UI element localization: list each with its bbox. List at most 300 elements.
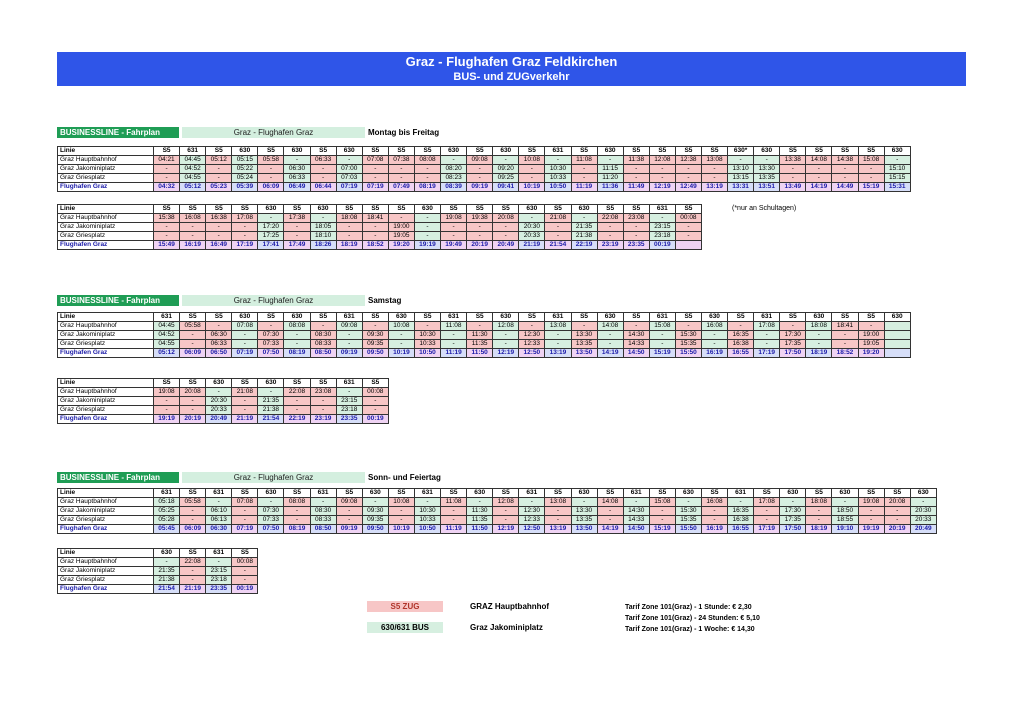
time-cell: 12:49 (675, 183, 701, 192)
time-cell: 20:08 (180, 388, 206, 397)
line-cell: S5 (284, 205, 310, 214)
timetable (57, 312, 911, 358)
stop-label: Flughafen Graz (58, 349, 154, 358)
time-cell: 05:28 (154, 516, 180, 525)
time-cell: 16:38 (206, 214, 232, 223)
time-cell: - (232, 331, 258, 340)
line-cell: 630 (154, 549, 180, 558)
time-cell: 12:08 (649, 156, 675, 165)
line-cell: 630 (206, 379, 232, 388)
time-cell: - (180, 516, 206, 525)
time-cell: 08:08 (284, 498, 310, 507)
time-cell: 18:41 (832, 322, 858, 331)
time-cell: - (388, 214, 414, 223)
route-label: Graz - Flughafen Graz (182, 295, 365, 306)
time-cell: 15:49 (154, 241, 180, 250)
time-cell: 04:55 (180, 174, 206, 183)
line-cell: S5 (388, 147, 414, 156)
line-cell: 631 (649, 313, 675, 322)
stop-label: Graz Jakominiplatz (58, 331, 154, 340)
time-cell: - (649, 507, 675, 516)
time-cell: 20:19 (467, 241, 493, 250)
time-cell: 10:30 (545, 165, 571, 174)
line-cell: S5 (310, 379, 336, 388)
line-cell: S5 (206, 313, 232, 322)
stop-row (58, 349, 911, 358)
time-cell: - (232, 340, 258, 349)
time-cell: 21:35 (258, 397, 284, 406)
time-cell: - (728, 322, 754, 331)
time-cell: 00:19 (232, 585, 258, 594)
line-cell: S5 (467, 205, 493, 214)
time-cell: - (154, 223, 180, 232)
time-cell: 11:30 (467, 331, 493, 340)
time-cell: - (310, 498, 336, 507)
line-cell: 630 (388, 313, 414, 322)
line-cell: S5 (414, 147, 440, 156)
time-cell: 18:55 (832, 516, 858, 525)
time-cell: - (806, 507, 832, 516)
time-cell: 11:38 (623, 156, 649, 165)
page-title: Graz - Flughafen Graz Feldkirchen (405, 54, 618, 69)
time-cell: - (519, 322, 545, 331)
line-cell: S5 (701, 489, 727, 498)
time-cell: 07:30 (258, 331, 284, 340)
time-cell: 17:38 (284, 214, 310, 223)
line-cell: 630 (597, 147, 623, 156)
time-cell: 08:08 (414, 156, 440, 165)
time-cell: 15:38 (154, 214, 180, 223)
time-cell: - (362, 406, 388, 415)
line-cell: S5 (623, 147, 649, 156)
time-cell: 14:38 (832, 156, 858, 165)
time-cell: 12:30 (519, 331, 545, 340)
time-cell: 14:19 (597, 525, 623, 534)
time-cell: 14:08 (597, 322, 623, 331)
line-cell: 631 (310, 489, 336, 498)
time-cell: 08:30 (310, 331, 336, 340)
time-cell: 08:30 (310, 507, 336, 516)
time-cell: 21:35 (571, 223, 597, 232)
line-cell: 631 (545, 147, 571, 156)
time-cell: 14:33 (623, 516, 649, 525)
time-cell: 20:08 (493, 214, 519, 223)
time-cell: - (832, 165, 858, 174)
time-cell (884, 349, 910, 358)
time-cell: 04:21 (154, 156, 180, 165)
time-cell: 06:33 (206, 340, 232, 349)
time-cell: - (623, 223, 649, 232)
time-cell: - (154, 397, 180, 406)
time-cell: 23:08 (310, 388, 336, 397)
line-cell: S5 (675, 147, 701, 156)
day-label: Montag bis Freitag (368, 128, 440, 137)
stop-label: Graz Griesplatz (58, 406, 154, 415)
time-cell: - (597, 331, 623, 340)
stop-label: Graz Hauptbahnhof (58, 558, 154, 567)
time-cell: - (754, 516, 780, 525)
time-cell: - (310, 214, 336, 223)
time-cell: 11:15 (597, 165, 623, 174)
time-cell: 07:38 (388, 156, 414, 165)
line-cell: S5 (232, 205, 258, 214)
route-label: Graz - Flughafen Graz (182, 127, 365, 138)
time-cell: 21:08 (232, 388, 258, 397)
stop-label: Flughafen Graz (58, 241, 154, 250)
time-cell: - (362, 232, 388, 241)
line-cell: S5 (362, 147, 388, 156)
time-cell: 16:08 (180, 214, 206, 223)
line-cell: S5 (884, 489, 910, 498)
line-cell: 630 (884, 313, 910, 322)
time-cell: 08:19 (414, 183, 440, 192)
line-cell: S5 (441, 205, 467, 214)
time-cell: 11:08 (441, 498, 467, 507)
time-cell: 08:33 (310, 340, 336, 349)
time-cell: 15:31 (884, 183, 910, 192)
time-cell: 05:12 (154, 349, 180, 358)
line-cell: S5 (780, 147, 806, 156)
time-cell: - (336, 516, 362, 525)
time-cell: 12:19 (493, 525, 519, 534)
time-cell: 19:19 (414, 241, 440, 250)
time-cell: - (362, 397, 388, 406)
time-cell: 16:35 (728, 507, 754, 516)
time-cell: 13:30 (571, 331, 597, 340)
stop-row (58, 331, 911, 340)
line-cell: S5 (362, 313, 388, 322)
time-cell: - (154, 165, 180, 174)
stop-label: Graz Jakominiplatz (58, 567, 154, 576)
time-cell: 17:19 (754, 349, 780, 358)
line-cell: S5 (858, 147, 884, 156)
stop-row (58, 156, 911, 165)
time-cell: - (910, 498, 936, 507)
line-cell: S5 (336, 205, 362, 214)
tariff-1h: Tarif Zone 101(Graz) - 1 Stunde: € 2,30 (625, 604, 752, 611)
time-cell: - (493, 232, 519, 241)
time-cell: - (806, 516, 832, 525)
time-cell: 09:35 (362, 340, 388, 349)
time-cell: - (545, 507, 571, 516)
time-cell: - (388, 331, 414, 340)
time-cell: - (180, 567, 206, 576)
time-cell: 07:19 (336, 183, 362, 192)
time-cell: - (154, 558, 180, 567)
line-cell: S5 (493, 489, 519, 498)
time-cell: - (336, 507, 362, 516)
time-cell: - (780, 322, 806, 331)
time-cell: 11:35 (467, 516, 493, 525)
line-cell: 630 (493, 147, 519, 156)
time-cell: - (806, 174, 832, 183)
time-cell: 18:52 (832, 349, 858, 358)
time-cell: - (414, 322, 440, 331)
line-cell: S5 (180, 313, 206, 322)
time-cell: - (310, 406, 336, 415)
time-cell: 21:19 (232, 415, 258, 424)
line-cell: 630 (571, 205, 597, 214)
line-cell: S5 (154, 205, 180, 214)
time-cell: - (258, 498, 284, 507)
time-cell: 07:30 (258, 507, 284, 516)
line-cell: 630 (284, 313, 310, 322)
time-cell: 09:30 (362, 331, 388, 340)
time-cell: 14:50 (623, 349, 649, 358)
time-cell: 16:19 (701, 349, 727, 358)
stop-row (58, 525, 937, 534)
time-cell: 05:39 (232, 183, 258, 192)
time-cell: - (336, 340, 362, 349)
time-cell: - (701, 331, 727, 340)
line-row (58, 147, 911, 156)
time-cell: 10:19 (519, 183, 545, 192)
time-cell: 12:38 (675, 156, 701, 165)
time-cell: 10:50 (545, 183, 571, 192)
line-cell: S5 (806, 489, 832, 498)
time-cell: - (649, 516, 675, 525)
time-cell: - (467, 232, 493, 241)
stop-label: Flughafen Graz (58, 525, 154, 534)
time-cell: 06:33 (284, 174, 310, 183)
line-cell: 630 (780, 489, 806, 498)
time-cell: 06:09 (258, 183, 284, 192)
page-subtitle: BUS- und ZUGverkehr (453, 71, 570, 83)
time-cell: 09:35 (362, 516, 388, 525)
line-cell: 630 (701, 313, 727, 322)
time-cell: 17:25 (258, 232, 284, 241)
time-cell: 21:35 (154, 567, 180, 576)
time-cell: - (597, 223, 623, 232)
time-cell: - (232, 397, 258, 406)
section-header-saturday (57, 295, 557, 306)
stop-row (58, 322, 911, 331)
time-cell: 13:08 (545, 322, 571, 331)
time-cell: - (467, 322, 493, 331)
row-label: Linie (58, 147, 154, 156)
time-cell: - (884, 516, 910, 525)
time-cell: 19:08 (154, 388, 180, 397)
legend-zug: S5 ZUG (367, 601, 443, 612)
time-cell: 12:19 (649, 183, 675, 192)
time-cell: 08:50 (310, 525, 336, 534)
time-cell: 10:08 (388, 322, 414, 331)
time-cell: 17:08 (754, 498, 780, 507)
line-cell: 630 (675, 489, 701, 498)
time-cell: 09:08 (336, 322, 362, 331)
time-cell: 05:18 (154, 498, 180, 507)
time-cell: 17:08 (232, 214, 258, 223)
time-cell: - (232, 232, 258, 241)
line-cell: 631 (519, 489, 545, 498)
time-cell: 13:19 (545, 349, 571, 358)
stop-label: Graz Jakominiplatz (58, 397, 154, 406)
time-cell: 12:19 (493, 349, 519, 358)
time-cell: 06:33 (310, 156, 336, 165)
time-cell: 13:50 (571, 349, 597, 358)
line-cell: 630* (728, 147, 754, 156)
time-cell: 15:08 (649, 322, 675, 331)
time-cell: - (441, 507, 467, 516)
section-header-sunday (57, 472, 557, 483)
line-cell: S5 (519, 147, 545, 156)
time-cell: - (649, 174, 675, 183)
stop-row (58, 516, 937, 525)
time-cell: - (519, 165, 545, 174)
time-cell: - (623, 174, 649, 183)
time-cell: 00:08 (675, 214, 701, 223)
time-cell: 13:35 (571, 516, 597, 525)
line-cell: 630 (414, 205, 440, 214)
time-cell: 15:08 (649, 498, 675, 507)
stop-row (58, 415, 389, 424)
time-cell: - (675, 174, 701, 183)
time-cell: 04:45 (180, 156, 206, 165)
time-cell: 19:08 (858, 498, 884, 507)
time-cell: 19:19 (154, 415, 180, 424)
stop-label: Graz Griesplatz (58, 340, 154, 349)
time-cell: 15:19 (649, 349, 675, 358)
time-cell: 10:50 (414, 349, 440, 358)
time-cell: 11:35 (467, 340, 493, 349)
time-cell: - (545, 156, 571, 165)
time-cell: 12:50 (519, 525, 545, 534)
time-cell: 19:19 (858, 525, 884, 534)
time-cell: 11:19 (571, 183, 597, 192)
time-cell: 09:41 (493, 183, 519, 192)
time-cell: 05:15 (232, 156, 258, 165)
time-cell: - (806, 331, 832, 340)
time-cell: - (701, 340, 727, 349)
time-cell: 13:35 (754, 174, 780, 183)
time-cell: 13:30 (571, 507, 597, 516)
time-cell: 13:08 (545, 498, 571, 507)
time-cell: - (675, 232, 701, 241)
time-cell: 15:30 (675, 331, 701, 340)
timetable (57, 378, 389, 424)
time-cell: - (493, 516, 519, 525)
time-cell: 12:50 (519, 349, 545, 358)
line-cell: 630 (284, 147, 310, 156)
time-cell: - (388, 507, 414, 516)
time-cell (675, 241, 701, 250)
line-cell: S5 (780, 313, 806, 322)
stop-row (58, 214, 702, 223)
time-cell: 13:30 (754, 165, 780, 174)
time-cell: 05:24 (232, 174, 258, 183)
time-cell: 18:19 (336, 241, 362, 250)
time-cell: - (441, 331, 467, 340)
time-cell: 15:50 (675, 349, 701, 358)
time-cell: - (414, 174, 440, 183)
line-cell: 630 (258, 205, 284, 214)
time-cell: 19:05 (858, 340, 884, 349)
time-cell: 06:50 (206, 349, 232, 358)
time-cell: - (258, 214, 284, 223)
time-cell: - (232, 507, 258, 516)
line-cell: S5 (388, 205, 414, 214)
time-cell: - (832, 498, 858, 507)
stop-row (58, 406, 389, 415)
time-cell: - (701, 507, 727, 516)
line-cell: S5 (623, 205, 649, 214)
line-cell: 630 (832, 489, 858, 498)
time-cell: 11:50 (467, 349, 493, 358)
time-cell: 15:15 (884, 174, 910, 183)
time-cell: 16:08 (701, 498, 727, 507)
school-days-note: (*nur an Schultagen) (732, 205, 797, 212)
time-cell: 19:49 (441, 241, 467, 250)
line-cell: 630 (258, 379, 284, 388)
line-cell: 631 (206, 549, 232, 558)
time-cell: 08:23 (441, 174, 467, 183)
time-cell: 18:08 (336, 214, 362, 223)
time-cell: 16:19 (180, 241, 206, 250)
time-cell: - (858, 507, 884, 516)
time-cell: 06:49 (284, 183, 310, 192)
stop-row (58, 388, 389, 397)
stop-row (58, 558, 258, 567)
time-cell: 07:49 (388, 183, 414, 192)
time-cell: 13:08 (701, 156, 727, 165)
time-cell: - (597, 507, 623, 516)
line-cell: 630 (519, 205, 545, 214)
row-label: Linie (58, 313, 154, 322)
line-cell: S5 (832, 313, 858, 322)
legend-stop-hbf: GRAZ Hauptbahnhof (470, 602, 550, 611)
time-cell: - (649, 214, 675, 223)
time-cell: 05:58 (258, 156, 284, 165)
stop-row (58, 585, 258, 594)
line-cell: S5 (545, 205, 571, 214)
line-cell: 630 (754, 147, 780, 156)
time-cell: 17:50 (780, 525, 806, 534)
stop-label: Graz Hauptbahnhof (58, 322, 154, 331)
time-cell: 11:19 (441, 525, 467, 534)
time-cell: - (206, 498, 232, 507)
time-cell: - (858, 165, 884, 174)
time-cell: 23:15 (649, 223, 675, 232)
line-cell: 630 (232, 147, 258, 156)
time-cell: 04:45 (154, 322, 180, 331)
line-cell: 630 (441, 147, 467, 156)
time-cell: 06:30 (284, 165, 310, 174)
time-cell: - (597, 516, 623, 525)
time-cell: - (545, 340, 571, 349)
stop-label: Graz Griesplatz (58, 516, 154, 525)
time-cell: 08:33 (310, 516, 336, 525)
time-cell: 21:38 (571, 232, 597, 241)
time-cell: 07:19 (232, 349, 258, 358)
time-cell: - (258, 388, 284, 397)
time-cell: 20:33 (910, 516, 936, 525)
time-cell: 07:00 (336, 165, 362, 174)
time-cell: - (284, 507, 310, 516)
line-cell: S5 (675, 313, 701, 322)
stop-label: Graz Griesplatz (58, 576, 154, 585)
stop-label: Graz Hauptbahnhof (58, 156, 154, 165)
line-cell: S5 (258, 313, 284, 322)
time-cell: 06:30 (206, 331, 232, 340)
time-cell: 15:10 (884, 165, 910, 174)
stop-label: Graz Hauptbahnhof (58, 214, 154, 223)
time-cell: 21:54 (545, 241, 571, 250)
time-cell: - (597, 340, 623, 349)
time-cell: 06:44 (310, 183, 336, 192)
time-cell: 23:19 (597, 241, 623, 250)
stop-label: Graz Jakominiplatz (58, 223, 154, 232)
time-cell: 08:20 (441, 165, 467, 174)
